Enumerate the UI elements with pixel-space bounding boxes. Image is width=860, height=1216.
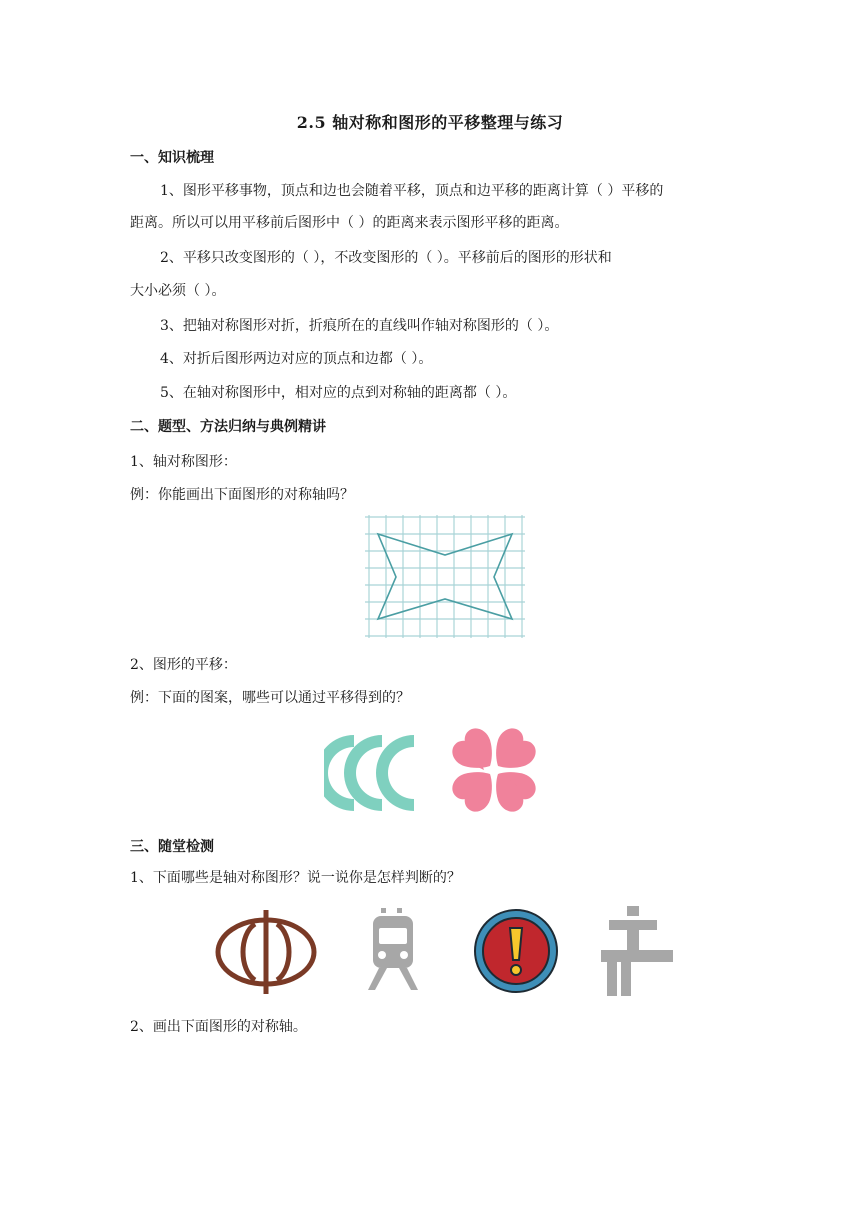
knowledge-item-4: 4、对折后图形两边对应的顶点和边都（ ）。 — [160, 351, 433, 367]
knowledge-item-1-cont: 距离。所以可以用平移前后图形中（ ）的距离来表示图形平移的距离。 — [130, 215, 569, 231]
section-heading-examples: 二、题型、方法归纳与典例精讲 — [130, 419, 326, 435]
pink-heart-flower — [446, 724, 542, 816]
section-heading-check: 三、随堂检测 — [130, 839, 214, 855]
knowledge-item-1: 1、图形平移事物，顶点和边也会随着平移，顶点和边平移的距离计算（ ）平移的 — [160, 183, 664, 199]
grid-star-figure — [365, 515, 525, 638]
train-icon — [365, 908, 421, 992]
knowledge-item-2-cont: 大小必须（ ）。 — [130, 283, 226, 299]
page-title: 2.5 轴对称和图形的平移整理与练习 — [296, 113, 564, 132]
check-question-1: 1、下面哪些是轴对称图形？说一说你是怎样判断的？ — [130, 870, 461, 886]
check-question-2: 2、画出下面图形的对称轴。 — [130, 1019, 307, 1035]
subheading-translation: 2、图形的平移： — [130, 657, 237, 673]
teal-arcs-pattern — [324, 733, 424, 813]
example-1-prompt: 例：你能画出下面图形的对称轴吗？ — [130, 487, 354, 503]
knowledge-item-2: 2、平移只改变图形的（ ），不改变图形的（ ）。平移前后的图形的形状和 — [160, 250, 612, 266]
warning-sign-icon — [473, 908, 559, 994]
subheading-axis-symmetry: 1、轴对称图形： — [130, 454, 237, 470]
knowledge-item-5: 5、在轴对称图形中，相对应的点到对称轴的距离都（ ）。 — [160, 385, 517, 401]
brown-oval-emblem — [213, 908, 319, 996]
knowledge-item-3: 3、把轴对称图形对折，折痕所在的直线叫作轴对称图形的（ ）。 — [160, 318, 559, 334]
gray-block-figure — [601, 906, 673, 998]
section-heading-knowledge: 一、知识梳理 — [130, 150, 214, 166]
example-2-prompt: 例：下面的图案，哪些可以通过平移得到的？ — [130, 690, 410, 706]
